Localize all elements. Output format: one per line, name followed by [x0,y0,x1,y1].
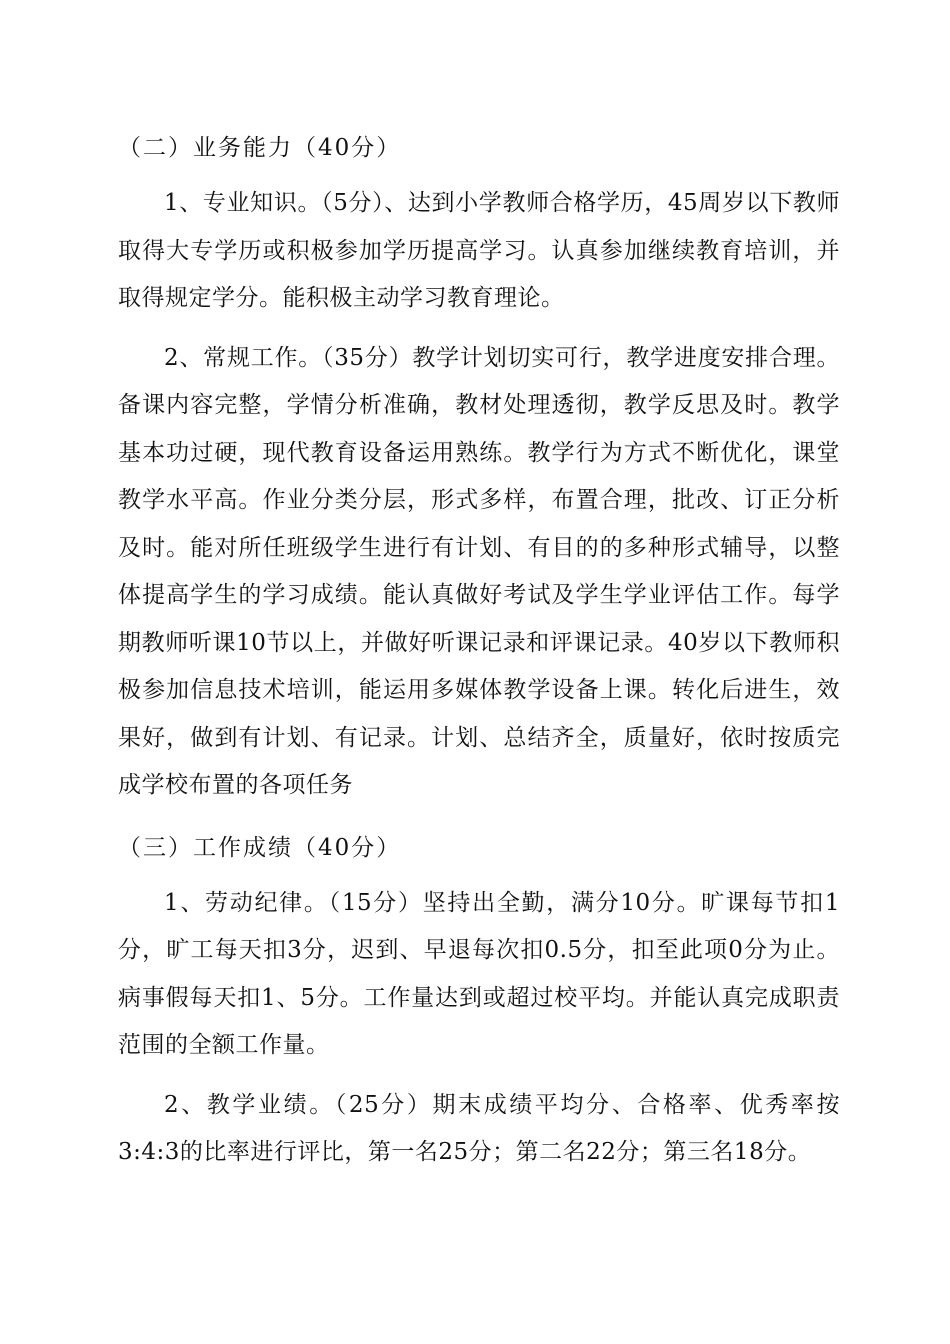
section-heading-work-performance: （三）工作成绩（40分） [118,834,402,861]
paragraph-labor-discipline: 1、劳动纪律。（15分）坚持出全勤，满分10分。旷课每节扣1分，旷工每天扣3分，迟到、早退每次扣0.5分，扣至此项0分为止。病事假每天扣1、5分。工作量达到或超过校平均。并能认真完成职责范围的全额工作量。 [118,889,840,1058]
paragraph-routine-work: 2、常规工作。（35分）教学计划切实可行，教学进度安排合理。备课内容完整，学情分析准确，教材处理透彻，教学反思及时。教学基本功过硬，现代教育设备运用熟练。教学行为方式不断优化，课堂教学水平高。作业分类分层，形式多样，布置合理，批改、订正分析及时。能对所任班级学生进行有计划、有目的的多种形式辅导，以整体提高学生的学习成绩。能认真做好考试及学生学业评估工作。每学期教师听课10节以上，并做好听课记录和评课记录。40岁以下教师积极参加信息技术培训，能运用多媒体教学设备上课。转化后进生，效果好，做到有计划、有记录。计划、总结齐全，质量好，依时按质完成学校布置的各项任务 [118,344,840,798]
document-page [118,122,840,1177]
section-heading-business-ability: （二）业务能力（40分） [118,135,402,161]
paragraph-teaching-results: 2、教学业绩。（25分）期末成绩平均分、合格率、优秀率按3:4:3的比率进行评比，第一名25分；第二名22分；第三名18分。 [118,1091,840,1165]
paragraph-professional-knowledge: 1、专业知识。（5分）、达到小学教师合格学历，45周岁以下教师取得大专学历或积极参加学历提高学习。认真参加继续教育培训，并取得规定学分。能积极主动学习教育理论。 [118,190,840,311]
